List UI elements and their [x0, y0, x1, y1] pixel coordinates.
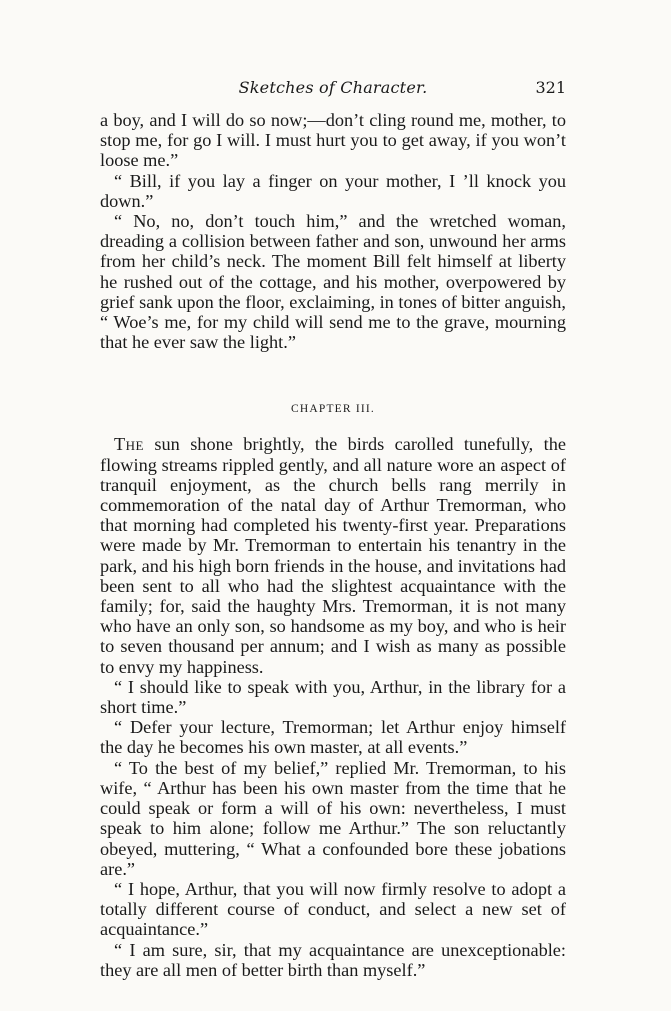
body-text	[100, 110, 566, 980]
running-head	[100, 78, 566, 100]
paragraph: “ I am sure, sir, that my acquaintance are unexceptionable: they are all men of better birth than myself.”	[100, 939, 566, 980]
page-number: 321	[535, 78, 566, 97]
chapter-opening-paragraph	[100, 434, 566, 676]
opening-word: The	[114, 434, 144, 455]
paragraph: “ No, no, don’t touch him,” and the wretched woman, dreading a collision between father and son, unwound her arms from her child’s neck. The moment Bill felt himself at liberty he rushed out of the cottage, and his mother, overpowered by grief sank upon the floor, exclaiming, in tones of bitter anguish, “ Woe’s me, for my child will send me to the grave, mourning that he ever saw the light.”	[100, 211, 566, 353]
running-title: Sketches of Character.	[238, 78, 428, 97]
paragraph: a boy, and I will do so now;—don’t cling round me, mother, to stop me, for go I will. I must hurt you to get away, if you won’t loose me.”	[100, 110, 566, 171]
paragraph: “ Defer your lecture, Tremorman; let Arthur enjoy himself the day he becomes his own master, at all events.”	[100, 717, 566, 758]
paragraph: “ Bill, if you lay a finger on your mother, I ’ll knock you down.”	[100, 170, 566, 211]
paragraph: “ I should like to speak with you, Arthur, in the library for a short time.”	[100, 676, 566, 718]
paragraph: “ I hope, Arthur, that you will now firmly resolve to adopt a totally different course of conduct, and select a new set of acquaintance.”	[100, 878, 566, 940]
opening-text: sun shone brightly, the birds carolled tunefully, the flowing streams rippled gently, and all nature wore an aspect of tranquil enjoyment, as the church bells rang merrily in commemoration of the natal day of Arthur Tremorman, who that morning had completed his twenty-first year. Preparations were made by Mr. Tremorman to entertain his tenantry in the park, and his high born friends in the house, and invitations had been sent to all who had the slightest acquaintance with the family; for, said the haughty Mrs. Tremorman, it is not many who have an only son, so handsome as my boy, and who is heir to seven thousand per annum; and I wish as many as possible to envy my happiness.	[100, 434, 566, 677]
chapter-heading: CHAPTER III.	[290, 403, 376, 416]
paragraph: “ To the best of my belief,” replied Mr. Tremorman, to his wife, “ Arthur has been his own master from the time that he could speak or form a will of his own: nevertheless, I must speak to him alone; follow me Arthur.” The son reluctantly obeyed, muttering, “ What a confounded bore these jobations are.”	[100, 757, 566, 879]
